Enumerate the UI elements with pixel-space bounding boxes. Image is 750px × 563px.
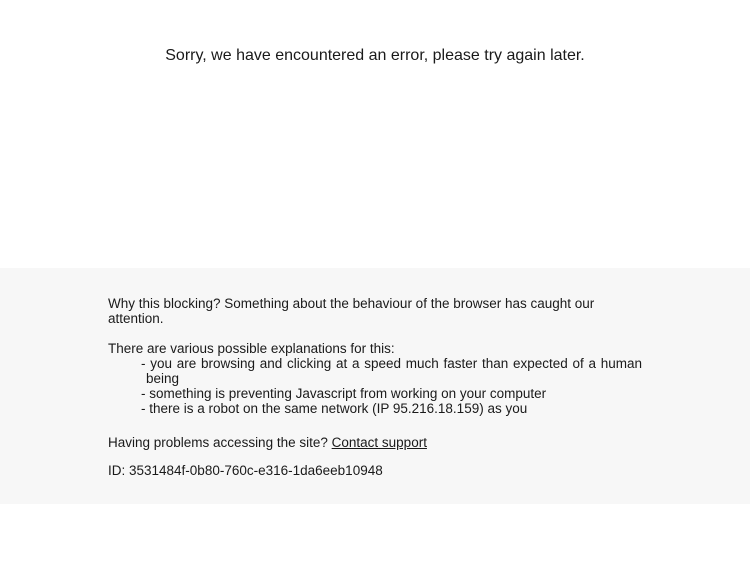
- explanation-item: - something is preventing Javascript from working on your computer: [141, 386, 547, 401]
- blocking-reason-text: Why this blocking? Something about the behaviour of the browser has caught our attention.: [108, 296, 595, 326]
- explanation-item: - there is a robot on the same network (IP 95.216.18.159) as you: [141, 401, 528, 416]
- help-line: [108, 435, 642, 450]
- help-prefix: Having problems accessing the site?: [108, 435, 328, 450]
- explanation-item: - you are browsing and clicking at a speed much faster than expected of a human being: [141, 356, 642, 386]
- explanations-list: [108, 356, 642, 416]
- request-id: ID: 3531484f-0b80-760c-e316-1da6eeb10948: [108, 463, 383, 478]
- info-content: [108, 296, 642, 478]
- info-panel: [0, 268, 750, 504]
- contact-support-link[interactable]: Contact support: [331, 435, 427, 450]
- explanations-intro: There are various possible explanations for this:: [108, 341, 395, 356]
- error-message: Sorry, we have encountered an error, please try again later.: [165, 47, 585, 64]
